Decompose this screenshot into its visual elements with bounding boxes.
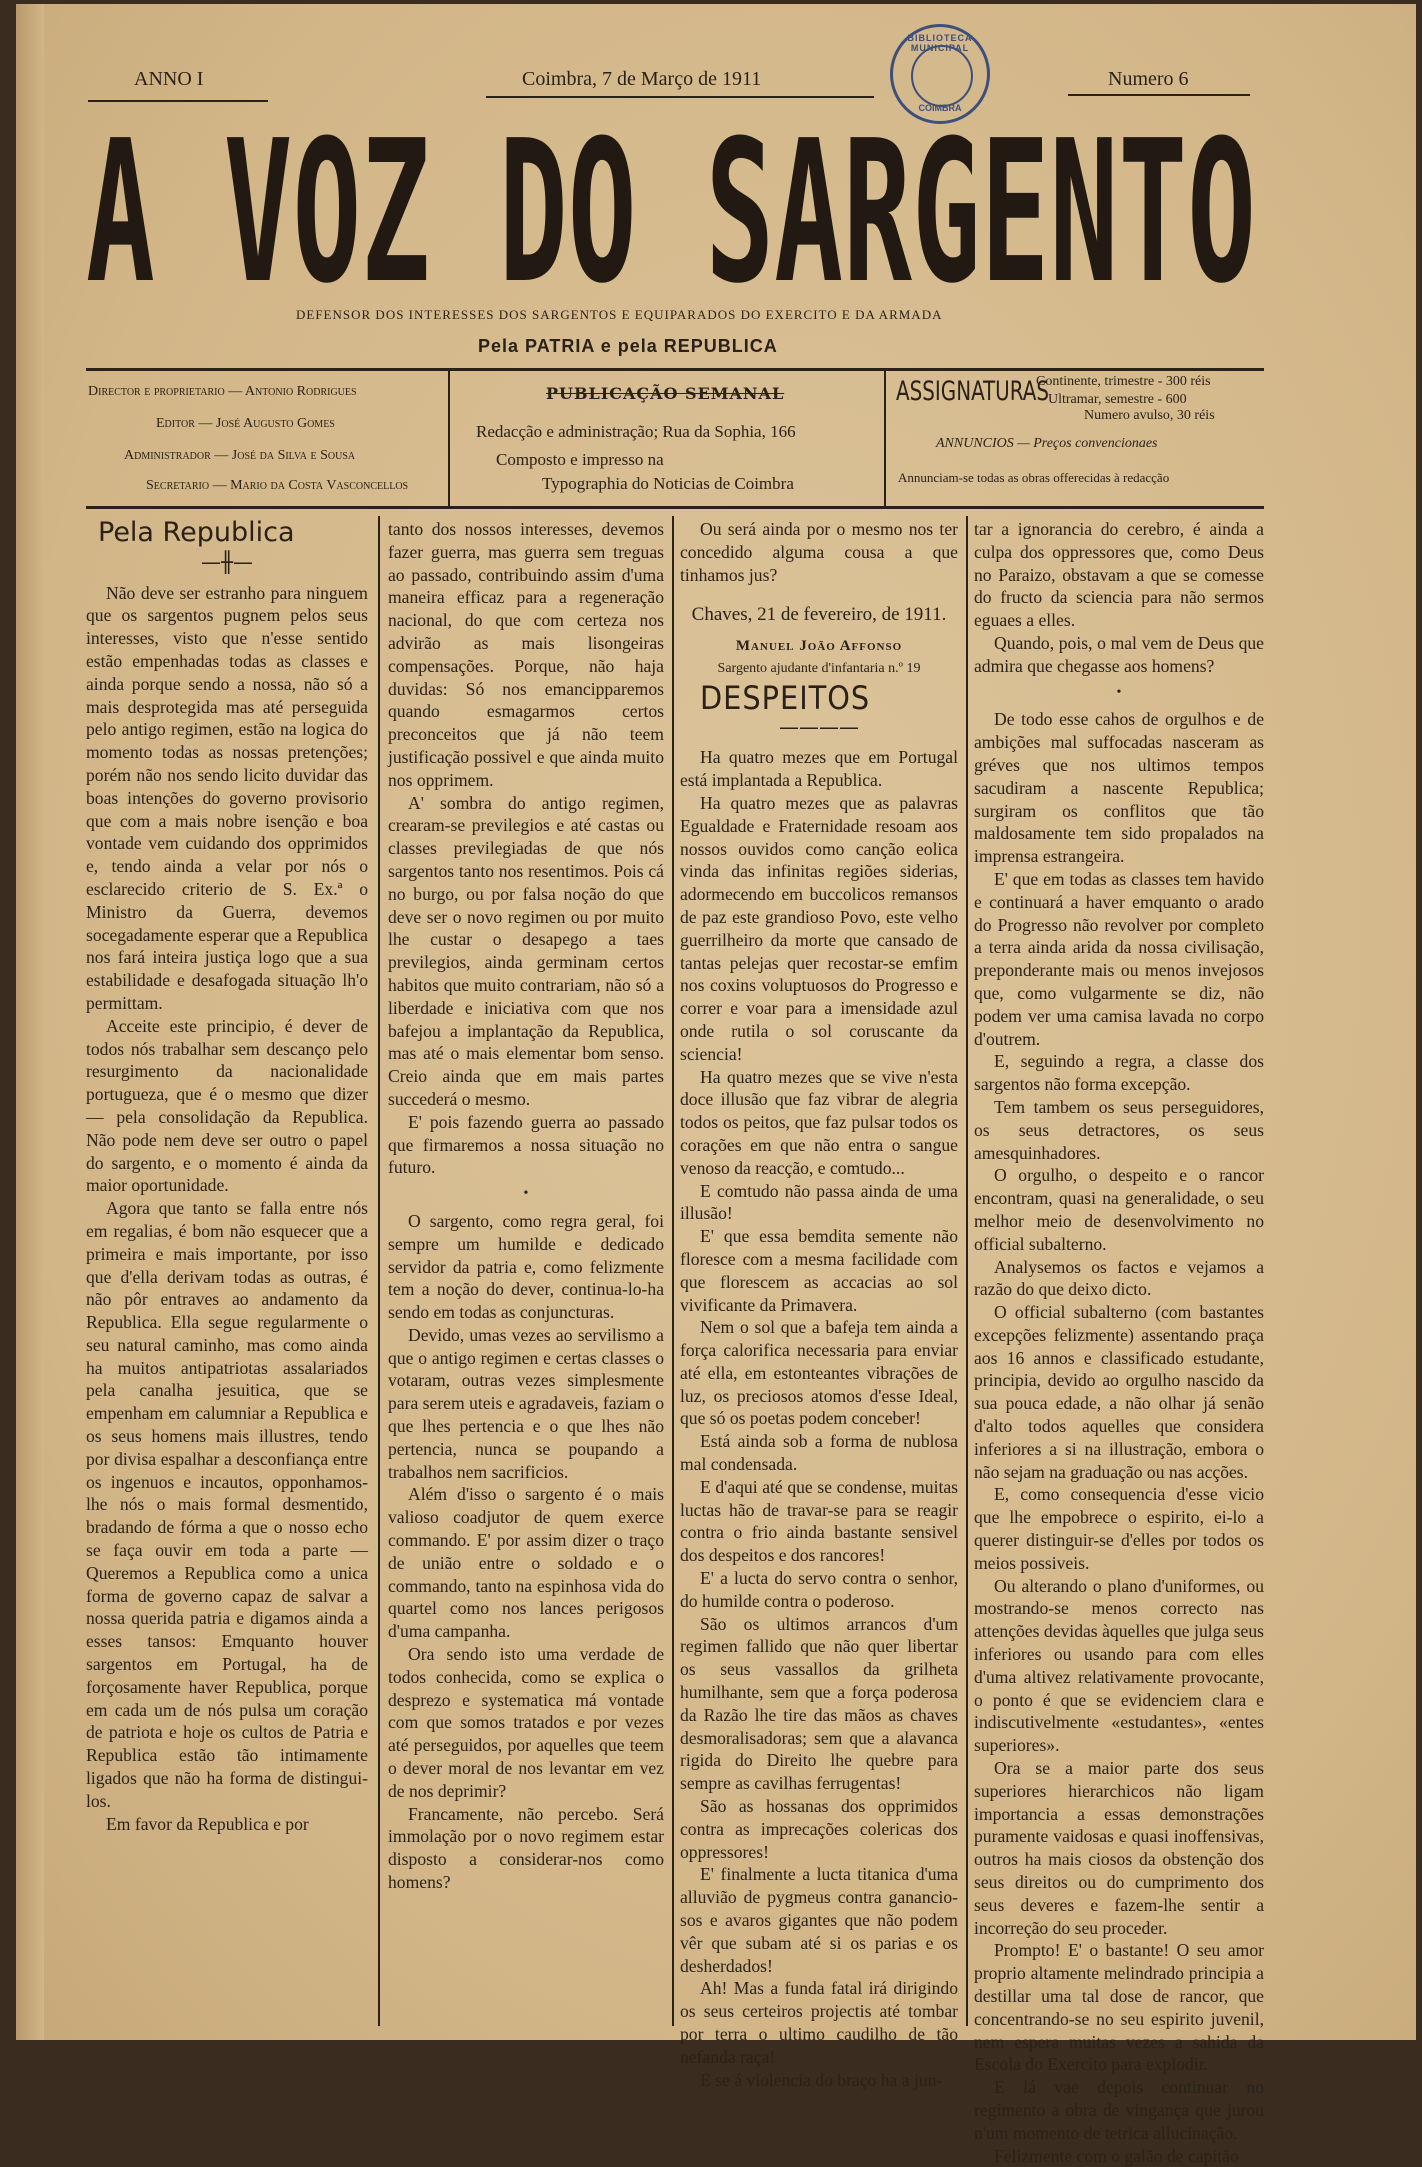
article-column-1	[86, 516, 368, 1835]
column-rule	[966, 516, 968, 2026]
paragraph: E' que em todas as classes tem havido e continuará a haver emquanto o arado do Progresso não revolver por completo a terra ainda arida da nossa civilisação, preponderante mais ou menos invejosos que, como vulgarmente se diz, não podem ver uma camisa lavada no corpo d'outrem.	[974, 868, 1264, 1049]
paragraph: Ou será ainda por o mesmo nos ter concedido alguma cousa a que tinhamos jus?	[680, 519, 958, 585]
ornament: ————	[779, 714, 859, 739]
article-column-4	[974, 518, 1264, 2167]
paragraph: Ora se a maior parte dos seus superiores hierarchicos não ligam importancia a essas demonstrações puramente vaidosas e quasi inoffensivas, outros ha mais ciosos da obstenção dos seus direitos ou do cumprimento dos seus deveres e fazem-lhe sentir a incorreção do seu proceder.	[974, 1758, 1264, 1938]
article-title-pela-republica: Pela Republica	[98, 517, 295, 548]
paragraph: E lá vae depois continuar no regimento a obra de vingança que jurou n'um momento de tetrica allucinação.	[974, 2077, 1264, 2143]
paragraph: De todo esse cahos de orgulhos e de ambições mal suffocadas nasceram as gréves que nos ultimos tempos sacudiram a nascente Republica; surgiram os conflitos que tão maldosamente tem sido propalados na imprensa estrangeira.	[974, 709, 1264, 867]
signature-date: Chaves, 21 de fevereiro, de 1911.	[691, 604, 947, 626]
motto: Pela PATRIA e pela REPUBLICA	[478, 336, 778, 356]
subscriptions-label: ASSIGNATURAS	[896, 376, 1049, 407]
paragraph: E' finalmente a lucta titanica d'uma alluvião de pygmeus contra ganancio-sos e avaros gigantes que não podem vêr que subam até si os parias e os desherdados!	[680, 1864, 958, 1976]
annuncios-note: Annunciam-se todas as obras offerecidas à redacção	[898, 470, 1170, 485]
paragraph: E comtudo não passa ainda de uma illusão!	[680, 1180, 958, 1224]
paragraph: Ha quatro mezes que as palavras Egualdade e Fraternidade resoam aos nossos ouvidos como canção eolica vinda das infinitas regiões siderias, adormecendo em buccolicos remansos de paz este grandioso Povo, este velho guerrilheiro da morte que cansado de tantas pelejas quer recostar-se emfim nos coxins voluptuosos do Progresso e correr e voar para a imensidade azul onde rutila o sol coruscante da sciencia!	[680, 792, 958, 1064]
separator-dot: •	[1116, 684, 1122, 700]
subs-line3: Numero avulso, 30 réis	[1084, 408, 1215, 423]
paragraph: E, como consequencia d'esse vicio que lhe empobrece o espirito, ei-lo a querer distinguir-se d'elles por todos os meios possiveis.	[974, 1484, 1264, 1573]
redaccao-line: Redacção e administração; Rua da Sophia, 166	[476, 422, 796, 441]
paragraph: Ha quatro mezes que em Portugal está implantada a Republica.	[680, 747, 958, 791]
publication-label: PUBLICAÇÃO SEMANAL	[546, 384, 785, 403]
paragraph: O official subalterno (com bastantes excepções felizmente) assentando praça aos 16 annos e classificado estudante, principia, devido ao orgulho nascido da sua pouca edade, a não olhar já senão d'alto todos aquelles que considera inferiores a si na illustração, embora o não sejam na graduação ou nas acções.	[974, 1302, 1264, 1482]
subtitle: DEFENSOR DOS INTERESSES DOS SARGENTOS E EQUIPARADOS DO EXERCITO E DA ARMADA	[296, 307, 943, 322]
paragraph: Está ainda sob a forma de nublosa mal condensada.	[680, 1431, 958, 1475]
article-column-2	[388, 518, 664, 1894]
paragraph: tar a ignorancia do cerebro, é ainda a culpa dos oppressores que, como Deus no Paraizo, obstavam a que se comesse do fructo da sciencia para não sermos eguaes a elles.	[974, 519, 1264, 631]
masthead-text: A VOZ DO SARGENTO	[86, 99, 1256, 327]
subs-line1: Continente, trimestre - 300 réis	[1036, 374, 1211, 389]
signature-name: Manuel João Affonso	[735, 638, 903, 655]
paragraph: São os ultimos arrancos d'um regimen fallido que não quer libertar os seus vassallos da grilheta humilhante, sem que a força poderosa da Razão lhe tire das mãos as chaves desmoralisadoras; sem que a alavanca rigida do Direito lhe quebre para sempre as cavilhas ferrugentas!	[680, 1613, 958, 1794]
library-stamp: BIBLIOTECA MUNICIPAL COIMBRA	[890, 24, 990, 124]
paragraph: E' a lucta do servo contra o senhor, do humilde contra o poderoso.	[680, 1568, 958, 1611]
issue-number: Numero 6	[1108, 68, 1189, 90]
rule	[86, 506, 1264, 509]
typographia-line: Typographia do Noticias de Coimbra	[542, 474, 794, 493]
issue-date: Coimbra, 7 de Março de 1911	[522, 68, 762, 90]
rule	[486, 96, 874, 98]
paragraph: Analysemos os factos e vejamos a razão do que deixo dicto.	[974, 1256, 1264, 1300]
article-column-3	[680, 518, 958, 2091]
divider	[884, 370, 886, 506]
paragraph: Felizmente com o galão de capitão	[994, 2145, 1239, 2166]
rule	[1068, 94, 1250, 96]
paragraph: Francamente, não percebo. Será immolação por o novo regimem estar disposto a considerar-nos como homens?	[388, 1803, 664, 1893]
paragraph: O sargento, como regra geral, foi sempre um humilde e dedicado servidor da patria e, como felizmente tem a noção do dever, continua-lo-ha sendo em todas as conjuncturas.	[388, 1210, 664, 1323]
column-rule	[672, 516, 674, 2026]
paragraph: Nem o sol que a bafeja tem ainda a força calorifica necessaria para enviar até ella, em estonteantes vibrações de luz, os preciosos atomos d'esse Ideal, que só os poetas podem conceber!	[680, 1317, 958, 1429]
secretary-line: Secretario — Mario da Costa Vasconcellos	[146, 478, 409, 493]
paragraph: E' que essa bemdita semente não floresce com a mesma facilidade com que florescem as accacias ao sol vivificante da Primavera.	[680, 1226, 958, 1315]
paragraph: São as hossanas dos opprimidos contra as imprecações colericas dos oppressores!	[680, 1796, 958, 1862]
paragraph: E se á violencia do braço ha a jun-	[700, 2069, 943, 2090]
column-rule	[378, 516, 380, 2026]
admin-line: Administrador — José da Silva e Sousa	[124, 448, 356, 463]
paragraph: O orgulho, o despeito e o rancor encontram, quasi na generalidade, o seu melhor meio de desenvolvimento no official subalterno.	[974, 1165, 1264, 1254]
paragraph: Tem tambem os seus perseguidores, os seus detractores, os seus amesquinhadores.	[974, 1096, 1264, 1163]
paragraph: Além d'isso o sargento é o mais valioso coadjutor de quem exerce commando. E' por assim dizer o traço de união entre o soldado e o commando, tanto na espinhosa vida do quartel como nos lances perigosos d'uma campanha.	[388, 1484, 664, 1642]
page-edge	[16, 4, 44, 2040]
paragraph: Ah! Mas a funda fatal irá dirigindo os seus certeiros projectis até tombar por terra o ultimo caudilho de tão nefanda raça!	[680, 1978, 958, 2067]
paragraph: Devido, umas vezes ao servilismo a que o antigo regimen e certas classes o votaram, outras vezes simplesmente para serem uteis e agradaveis, faziam o que lhes pertencia e o que lhes não pertencia, nunca se poupando a trabalhos nem sacrificios.	[388, 1324, 664, 1482]
paragraph: E, seguindo a regra, a classe dos sargentos não forma excepção.	[974, 1051, 1264, 1095]
article-title-despeitos: DESPEITOS	[700, 678, 871, 717]
paragraph: Quando, pois, o mal vem de Deus que admira que chegasse aos homens?	[974, 632, 1264, 676]
ornament: —╫—	[200, 549, 254, 574]
composto-line: Composto e impresso na	[496, 450, 664, 469]
separator-dot: •	[523, 1186, 529, 1202]
director-line: Director e proprietario — Antonio Rodrigues	[88, 384, 357, 399]
paragraph: Agora que tanto se falla entre nós em regalias, é bom não esquecer que a primeira e mais importante, por isso que d'ella derivam todas as outras, é não pôr entraves ao andamento da Republica. Ella segue regularmente o seu natural caminho, mas como ainda ha muitos antipatriotas assalariados pela canalha jesuitica, que se empenham em calumniar a Republica e os seus homens mais illustres, tendo por divisa espalhar a desconfiança entre os ingenuos e incautos, opponhamos-lhe nós o mais formal desmentido, bradando de fórma a que o nosso echo se faça ouvir em toda a parte — Queremos a Republica como a unica forma de governo capaz de salvar a nossa querida patria e digamos ainda a esses tansos: Emquanto houver sargentos em Portugal, ha de forçosamente haver Republica, porque em cada um de nós pulsa um coração de patriota e hoje os cultos de Patria e Republica estão tão intimamente ligados que não ha forma de distingui-los.	[86, 1198, 368, 1811]
paragraph: E d'aqui até que se condense, muitas luctas hão de travar-se para se reagir contra o frio ainda bastante sensivel dos despeitos e dos rancores!	[680, 1476, 958, 1566]
paragraph: Ou alterando o plano d'uniformes, ou mostrando-se menos correcto nas attenções devidas àquelles que julga seus inferiores ou usando para com elles d'uma altivez relativamente provocante, o ponto é que se evidenciem clara e indiscutivelmente «estudantes», «entes superiores».	[974, 1575, 1264, 1756]
paragraph: E' pois fazendo guerra ao passado que firmaremos a nossa situação no futuro.	[388, 1111, 664, 1178]
rule	[86, 368, 1264, 371]
paragraph: A' sombra do antigo regimen, crearam-se previlegios e até castas ou classes previlegiadas de que nós sargentos tanto nos resentimos. Pois cá no burgo, ou por falsa noção do que deve ser o novo regimen ou por muito lhe custar o desapego a taes previlegios, ainda germinam certos habitos que muito contrariam, não só a liberdade e iniciativa com que nos bafejou a implantação da Republica, mas até o mais elementar bom senso. Creio ainda que em mais partes succederá o mesmo.	[388, 792, 664, 1109]
signature-rank: Sargento ajudante d'infantaria n.º 19	[717, 660, 921, 676]
paragraph: Prompto! E' o bastante! O seu amor proprio altamente melindrado principia a destillar uma tal dose de rancor, que concentrando-se no seu espirito juvenil, nem espera muitas vezes a sahida da Escola do Exercito para explodir.	[974, 1940, 1264, 2075]
paragraph: Não deve ser estranho para ninguem que os sargentos pugnem pelos seus interesses, visto que n'esse sentido estão empenhadas todas as classes e ainda porque sendo a nossa, não só a mais desprotegida mas até perseguida pelo antigo regimen, estão na logica do momento todas as nossas pretenções; porém não nos sendo licito duvidar das boas intenções do governo provisorio que com a mais nobre isenção e boa vontade vem cuidando dos opprimidos e, tendo ainda a velar por nós o esclarecido criterio de S. Ex.ª o Ministro da Guerra, devemos socegadamente esperar que a Republica nos fará inteira justiça logo que a sua estabilidade e desafogada situação lh'o permittam.	[86, 582, 368, 1013]
divider	[448, 370, 450, 506]
paragraph: tanto dos nossos interesses, devemos fazer guerra, mas guerra sem treguas ao passado, contribuindo assim d'uma maneira efficaz para a regeneração nacional, do que com certeza nos advirão as mais lisongeiras compensações. Porque, não haja duvidas: Só nos emancipparemos quando esmagarmos certos preconceitos que já não teem justificação possivel e que ainda muito nos opprimem.	[388, 519, 664, 790]
newspaper-page	[16, 4, 1416, 2166]
editor-line: Editor — José Augusto Gomes	[156, 416, 335, 431]
subs-line2: Ultramar, semestre - 600	[1048, 392, 1187, 407]
paragraph: Ora sendo isto uma verdade de todos conhecida, como se explica o desprezo e systematica má vontade com que somos tratados e por vezes até perseguidos, por aquelles que teem o dever moral de nos levantar em vez de nos deprimir?	[388, 1644, 664, 1801]
anno-label: ANNO I	[134, 68, 204, 90]
paragraph: Ha quatro mezes que se vive n'esta doce illusão que faz vibrar de alegria todos os peitos, que faz pulsar todos os corações em que não entra o sangue venoso da reacção, e comtudo...	[680, 1066, 958, 1178]
annuncios-line: ANNUNCIOS — Preços convencionaes	[936, 436, 1158, 451]
paragraph: Acceite este principio, é dever de todos nós trabalhar sem descanço pelo resurgimento da nacionalidade portugueza, que é o mesmo que dizer — pela consolidação da Republica. Não pode nem deve ser outro o papel do sargento, e o momento é ainda da maior oportunidade.	[86, 1015, 368, 1196]
paragraph: Em favor da Republica e por	[106, 1813, 309, 1834]
